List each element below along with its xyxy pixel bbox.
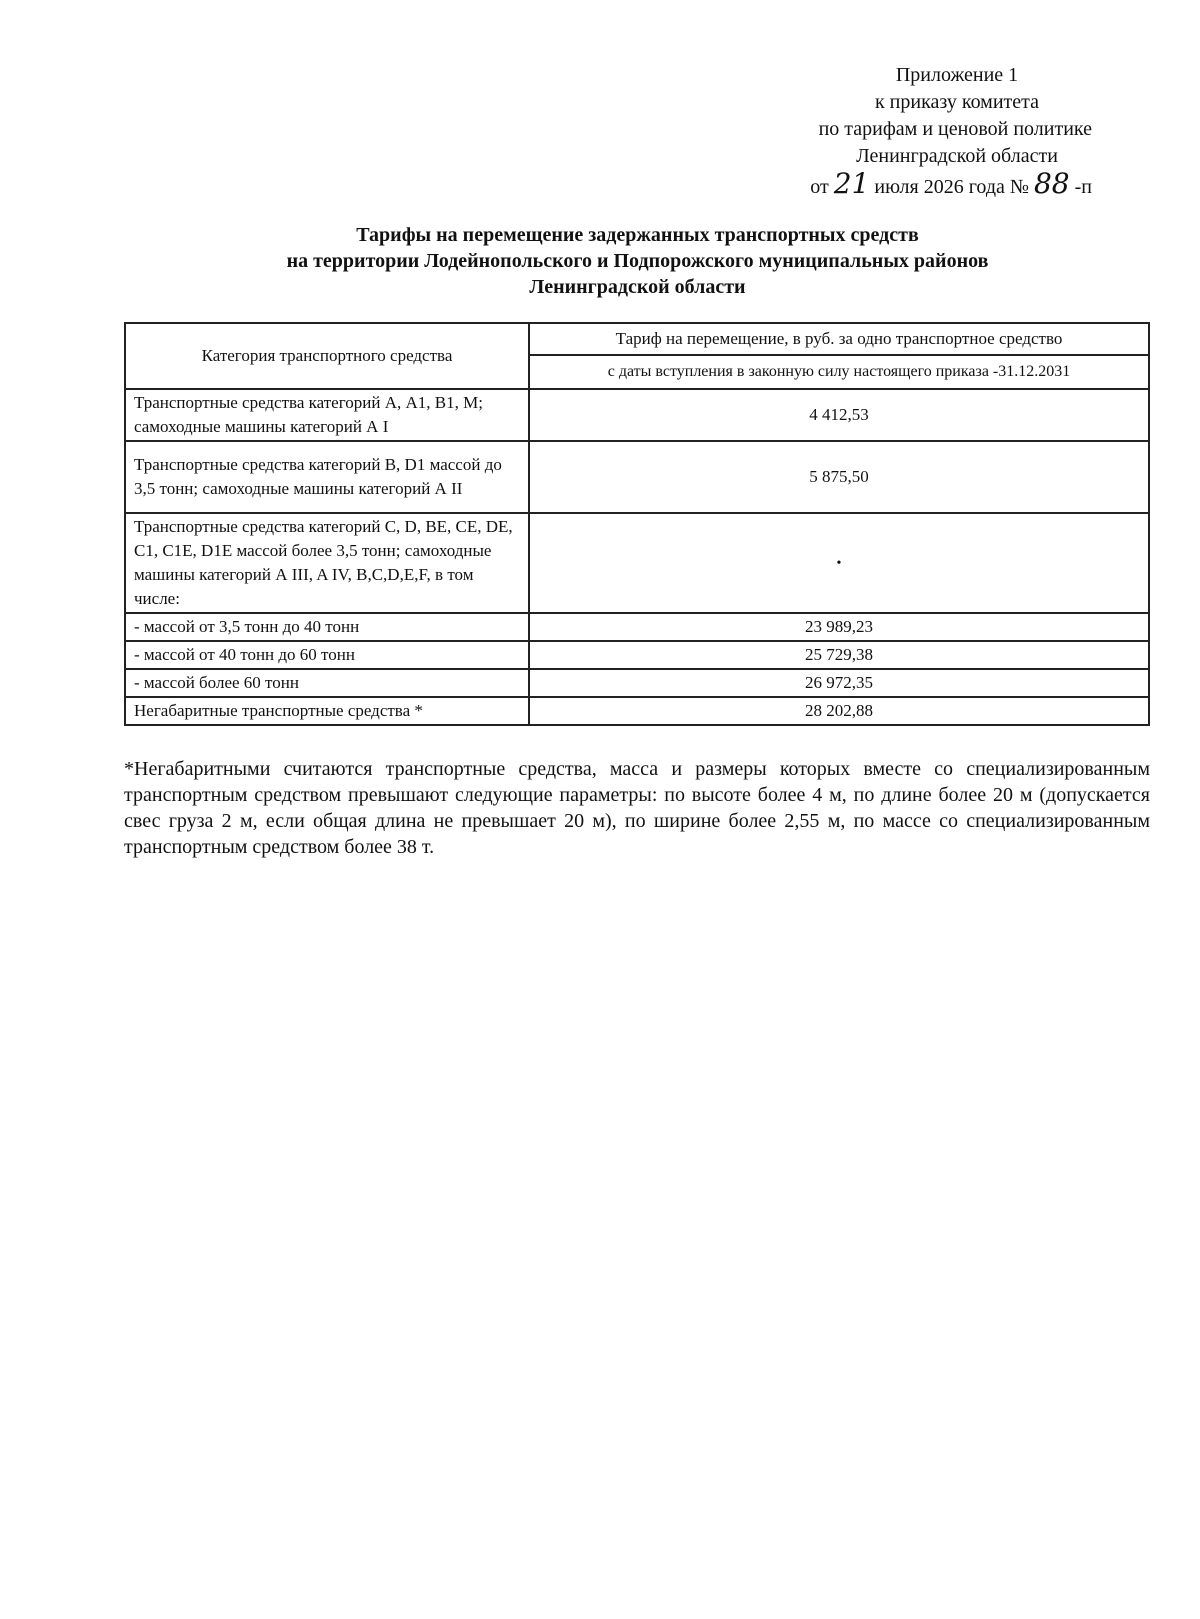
blank-mark: • xyxy=(836,556,842,571)
document-title xyxy=(125,222,1150,300)
tariff-cell: 25 729,38 xyxy=(529,641,1149,669)
appendix-header xyxy=(672,62,1092,201)
footnote: *Негабаритными считаются транспортные средства, масса и размеры которых вместе со специализированным транспортным средством превышают следующие параметры: по высоте более 4 м, по длине более 20 м (допускается свес груза 2 м, если общая длина не превышает 20 м), по ширине более 2,55 м, по массе со специализированным транспортным средством более 38 т. xyxy=(124,758,1150,858)
table-row xyxy=(125,697,1149,725)
category-cell: Транспортные средства категорий А, А1, В1, М; самоходные машины категорий А I xyxy=(125,389,529,441)
category-cell: Транспортные средства категорий В, D1 массой до 3,5 тонн; самоходные машины категорий А II xyxy=(125,441,529,513)
category-cell: - массой более 60 тонн xyxy=(125,669,529,697)
date-middle: июля 2026 года № xyxy=(874,176,1029,198)
tariff-cell: 23 989,23 xyxy=(529,613,1149,641)
date-prefix: от xyxy=(810,176,829,198)
table-row xyxy=(125,669,1149,697)
appendix-date-line xyxy=(672,167,1092,201)
appendix-line-3: по тарифам и ценовой политике xyxy=(818,118,1092,140)
tariffs-table xyxy=(124,322,1150,726)
handwritten-number: 88 xyxy=(1033,167,1070,200)
table-row xyxy=(125,513,1149,613)
header-tariff: Тариф на перемещение, в руб. за одно транспортное средство xyxy=(529,323,1149,355)
appendix-line-4: Ленинградской области xyxy=(856,145,1058,167)
category-cell: - массой от 3,5 тонн до 40 тонн xyxy=(125,613,529,641)
table-row xyxy=(125,389,1149,441)
tariff-cell: 4 412,53 xyxy=(529,389,1149,441)
tariff-cell: 26 972,35 xyxy=(529,669,1149,697)
title-line-3: Ленинградской области xyxy=(529,276,746,298)
header-period: с даты вступления в законную силу настоящего приказа -31.12.2031 xyxy=(529,355,1149,389)
title-line-2: на территории Лодейнопольского и Подпорожского муниципальных районов xyxy=(286,250,989,272)
table-row xyxy=(125,641,1149,669)
title-line-1: Тарифы на перемещение задержанных транспортных средств xyxy=(356,224,919,246)
appendix-line-2: к приказу комитета xyxy=(874,91,1040,113)
header-category: Категория транспортного средства xyxy=(125,323,529,389)
tariff-cell: 28 202,88 xyxy=(529,697,1149,725)
table-row xyxy=(125,441,1149,513)
category-cell: - массой от 40 тонн до 60 тонн xyxy=(125,641,529,669)
table-header-row xyxy=(125,323,1149,355)
category-cell: Негабаритные транспортные средства * xyxy=(125,697,529,725)
number-suffix: -п xyxy=(1074,176,1092,198)
tariff-cell: 5 875,50 xyxy=(529,441,1149,513)
table-row xyxy=(125,613,1149,641)
appendix-line-1: Приложение 1 xyxy=(895,64,1019,86)
tariff-cell xyxy=(529,513,1149,613)
handwritten-day: 21 xyxy=(833,167,870,200)
category-cell: Транспортные средства категорий С, D, ВЕ, СЕ, DE, С1, С1Е, D1E массой более 3,5 тонн; самоходные машины категорий А III, A IV, B,C,D,E,F, в том числе: xyxy=(125,513,529,613)
